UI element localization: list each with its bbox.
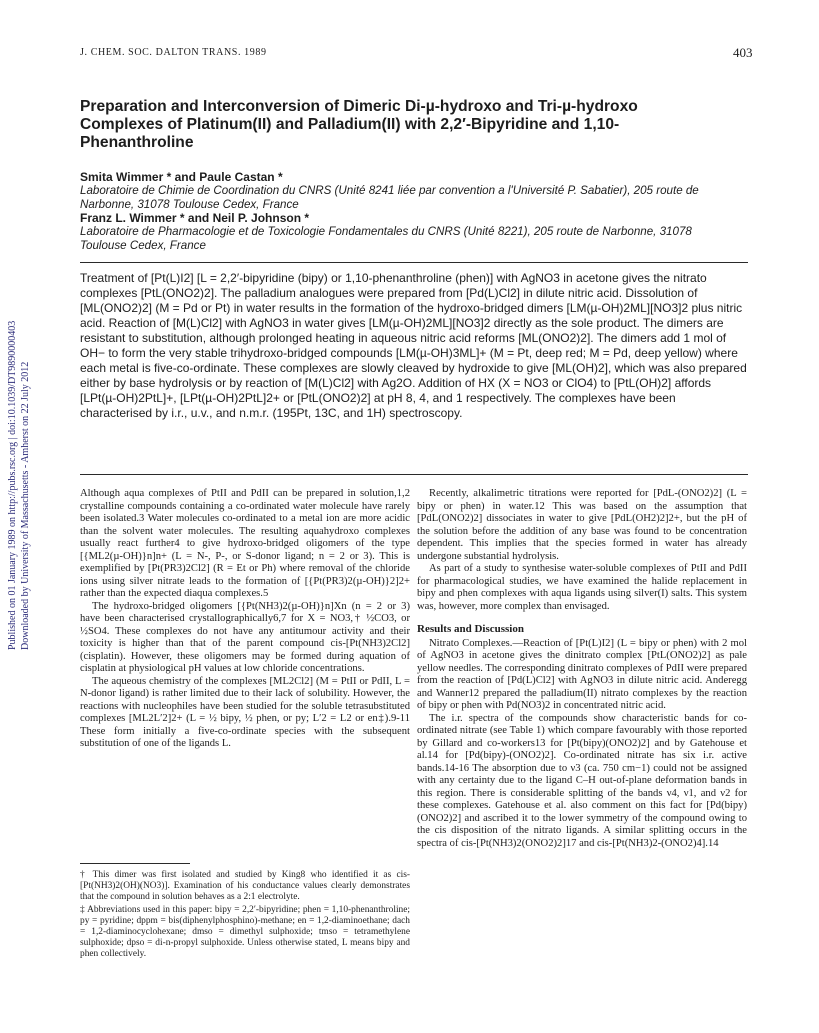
abstract-top-rule (80, 262, 748, 263)
footnote: ‡ Abbreviations used in this paper: bipy = 2,2′-bipyridine; phen = 1,10-phenanthroline; py = pyridine; dppm = bis(diphenylphosphino)-methane; en = 1,2-diaminoethane; dach = 1,2-diaminocyclohexane; dmso = dimethyl sulphoxide; tmso = tetramethylene sulphoxide; dpso = di-n-propyl sulphoxide. Unless otherwise stated, L means bipy and phen collectively. (80, 904, 410, 960)
body-paragraph: The i.r. spectra of the compounds show characteristic bands for co-ordinated nitrate (see Table 1) which compare favourably with those reported by Gillard and co-workers13 for [Pt(bipy)(ONO2)2] and by Gatehouse et al.14 for [Pd(bipy)-(ONO2)2]. Co-ordinated nitrate has six i.r. active bands.14-16 The absorption due to ν3 (ca. 750 cm−1) could not be assigned with any certainty due to the ligand C–H out-of-plane deformation bands in this region. There is considerable splitting of the bands ν4, ν1, and ν2 for these complexes. Gatehouse et al. also comment on this fact for [Pd(bipy)(ONO2)2] and ascribed it to the lower symmetry of the compound owing to the cis disposition of the nitrato ligands. A similar splitting occurs in the spectra of cis-[Pt(NH3)2(ONO2)2]17 and cis-[Pt(NH3)2-(ONO2)4].14 (417, 712, 747, 849)
abstract: Treatment of [Pt(L)I2] [L = 2,2′-bipyridine (bipy) or 1,10-phenanthroline (phen)] with AgNO3 in acetone gives the nitrato complexes [PtL(ONO2)2]. The palladium analogues were prepared from [Pd(L)Cl2] in dilute nitric acid. Dissolution of [ML(ONO2)2] (M = Pd or Pt) in water results in the formation of the hydroxo-bridged dimers [LM(µ-OH)2ML][NO3]2 plus nitric acid. Reaction of [M(L)Cl2] with AgNO3 in water gives [LM(µ-OH)2ML][NO3]2 directly as the sole product. The dimers are resistant to substitution, although prolonged heating in aqueous nitric acid reforms [ML(ONO2)2]. The dimers add 1 mol of OH− to form the very stable trihydroxo-bridged compounds [LM(µ-OH)3ML]+ (M = Pt, deep red; M = Pd, deep yellow) where each metal is five-co-ordinate. These complexes are slowly cleaved by hydroxide to give [ML(OH)2], which was also prepared either by base hydrolysis or by reaction of [M(L)Cl2] with Ag2O. Addition of HX (X = NO3 or ClO4) to [PtL(OH)2] affords [LPt(µ-OH)2PtL]+, [LPt(µ-OH)2PtL]2+ or [PtL(ONO2)2] at pH 8, 4, and 1 respectively. The complexes have been characterised by i.r., u.v., and n.m.r. (195Pt, 13C, and 1H) spectroscopy. (80, 271, 747, 420)
page-number: 403 (733, 45, 753, 60)
section-heading: Results and Discussion (417, 623, 524, 635)
body-paragraph: As part of a study to synthesise water-soluble complexes of PtII and PdII for pharmacological studies, we have examined the halide replacement in bipy and phen complexes with aqua ligands using silver(I) salts. This system was, however, more complex than envisaged. (417, 563, 747, 612)
download-sidebar[interactable] (6, 220, 32, 650)
body-paragraph: Although aqua complexes of PtII and PdII can be prepared in solution,1,2 crystalline compounds containing a co-ordinated water molecule have rarely been isolated.3 Water molecules co-ordinated to a metal ion are more acidic than the solvent water molecules. The resulting aquahydroxo complexes usually react further4 to give hydroxo-bridged oligomers of the type [{ML2(µ-OH)}n]n+ (L = N-, P-, or S-donor ligand; n = 2 or 3). This is exemplified by [Pt(PR3)2Cl2] (R = Et or Ph) where removal of the chloride ions using silver nitrate leads to the formation of [{Pt(PR3)2(µ-OH)}2]2+ rather than the expected diaqua complexes.5 (80, 488, 410, 599)
article-title: Preparation and Interconversion of Dimeric Di-µ-hydroxo and Tri-µ-hydroxo Complexes of Platinum(II) and Palladium(II) with 2,2′-Bipyridine and 1,10-Phenanthroline (80, 98, 638, 151)
author-names-1: Smita Wimmer * and Paule Castan * (80, 170, 283, 184)
body-paragraph: The aqueous chemistry of the complexes [ML2Cl2] (M = PtII or PdII, L = N-donor ligand) is rather limited due to their lack of solubility. However, the reactions with nucleophiles have been studied for the soluble tetrasubstituted complexes [ML2L′2]2+ (L = ½ bipy, ½ phen, or py; L′2 = L2 or en‡).9-11 These form initially a five-co-ordinate species with the subsequent substitution of one of the ligands L. (80, 675, 410, 749)
sidebar-downloaded-note: Downloaded by University of Massachusetts - Amherst on 22 July 2012 (20, 361, 31, 650)
running-head: J. CHEM. SOC. DALTON TRANS. 1989 (80, 47, 267, 58)
footnote: † This dimer was first isolated and studied by King8 who identified it as cis-[Pt(NH3)2(OH)(NO3)]. Examination of his conductance values clearly demonstrates that the compound in solution behaves as a 2:1 electrolyte. (80, 870, 410, 903)
affiliation-2: Laboratoire de Pharmacologie et de Toxicologie Fondamentales du CNRS (Unité 8221), 205 route de Narbonne, 31078 Toulouse Cedex, France (80, 225, 692, 252)
right-column (417, 488, 747, 850)
affiliation-1: Laboratoire de Chimie de Coordination du CNRS (Unité 8241 liée par convention a l'Université P. Sabatier), 205 route de Narbonne, 31078 Toulouse Cedex, France (80, 184, 699, 211)
author-block (80, 170, 740, 252)
sidebar-published-link[interactable]: Published on 01 January 1989 on http://pubs.rsc.org | doi:10.1039/DT9890000403 (7, 320, 18, 650)
author-names-2: Franz L. Wimmer * and Neil P. Johnson * (80, 211, 310, 225)
abstract-bottom-rule (80, 474, 748, 475)
body-paragraph: The hydroxo-bridged oligomers [{Pt(NH3)2(µ-OH)}n]Xn (n = 2 or 3) have been characterised crystallographically6,7 for X = NO3,† ½CO3, or ½SO4. These complexes do not have any antitumour activity and their toxicity is higher than that of the parent compound cis-[Pt(NH3)2Cl2] (cisplatin). However, these oligomers may be formed during aquation of cisplatin at physiological pH values at low chloride concentrations. (80, 600, 410, 674)
body-paragraph: Recently, alkalimetric titrations were reported for [PdL-(ONO2)2] (L = bipy or phen) in water.12 This was based on the assumption that [PdL(ONO2)2] dissociates in water to give [PdL(OH2)2]2+, but the pH of the solution before the addition of any base was found to be concentration dependent. This implies that the species formed in water has already undergone substantial hydrolysis. (417, 488, 747, 562)
footnotes (80, 870, 410, 962)
left-column (80, 488, 410, 751)
body-paragraph: Nitrato Complexes.—Reaction of [Pt(L)I2] (L = bipy or phen) with 2 mol of AgNO3 in acetone gives the dinitrato complex [PtL(ONO2)2] as pale yellow needles. The corresponding dinitrato complexes of PdII were prepared from the reaction of [Pd(L)Cl2] with AgNO3 in dilute nitric acid. Anderegg and Wanner12 prepared the palladium(II) nitrato complexes by the reaction of bipy or phen with Pd(NO3)2 in concentrated nitric acid. (417, 637, 747, 711)
footnote-rule (80, 863, 190, 864)
